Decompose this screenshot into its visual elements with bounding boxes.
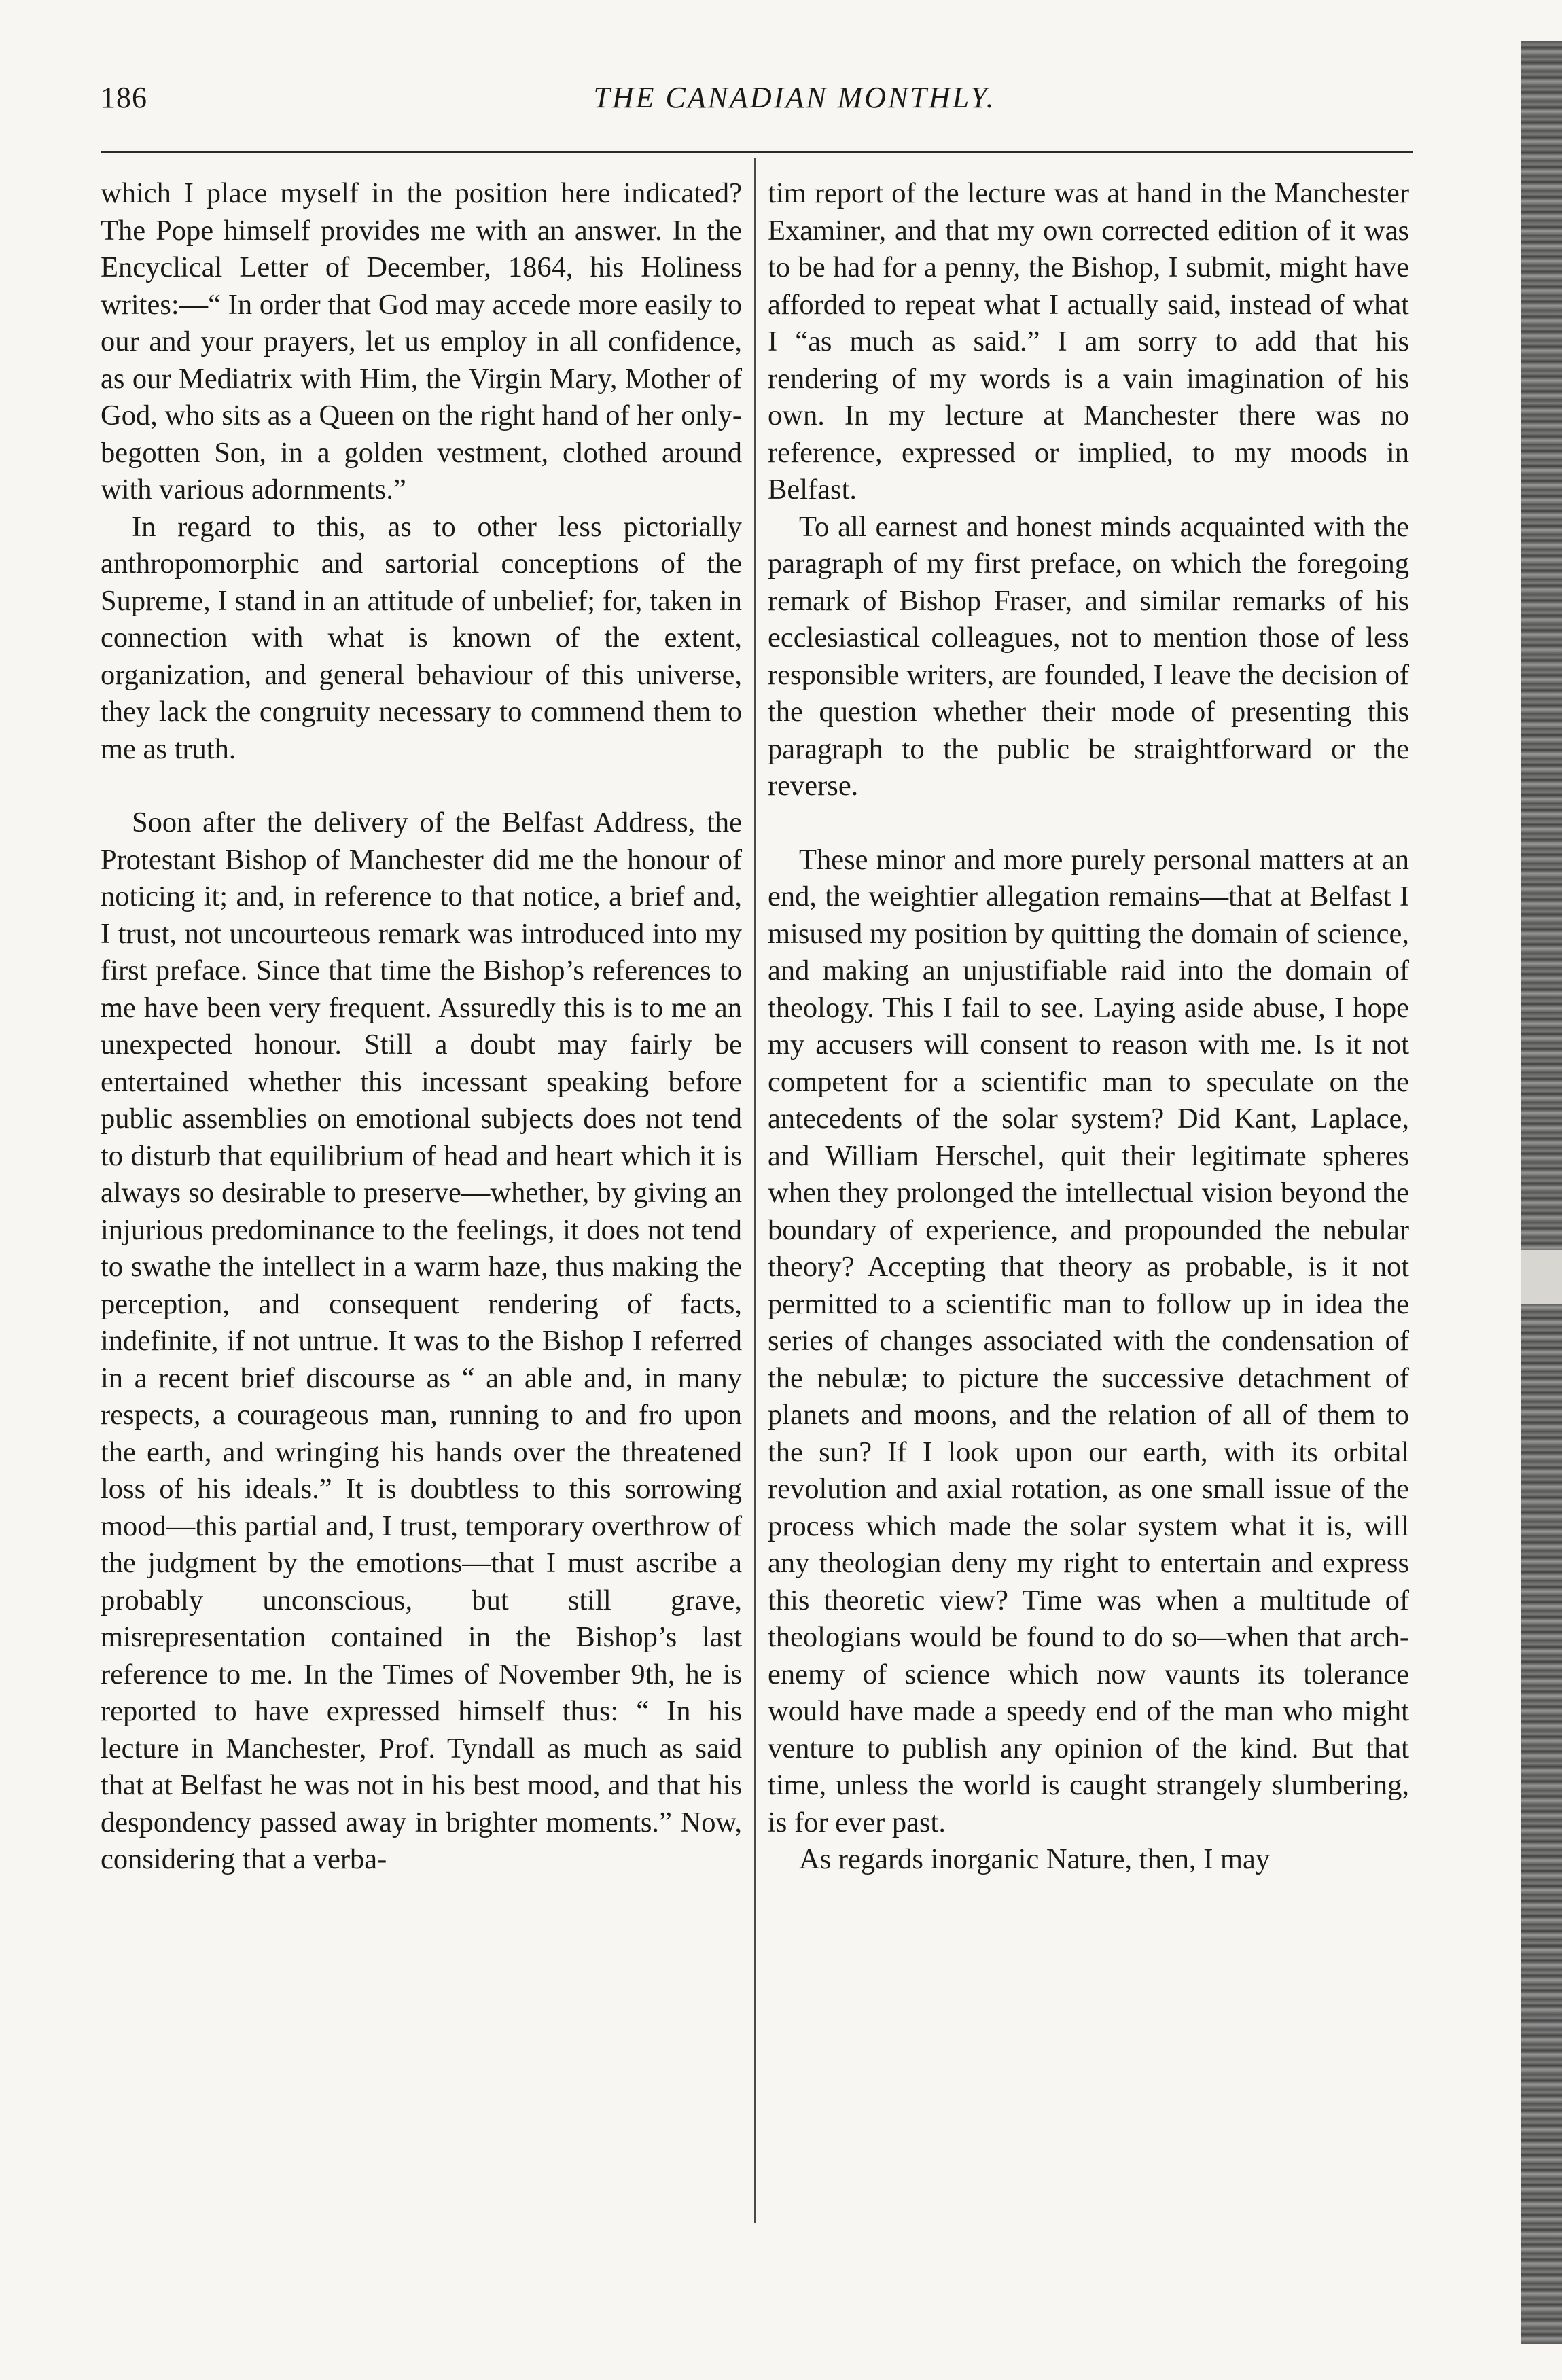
scan-binding-edge [1521, 41, 1562, 2344]
scan-edge-gap [1521, 1250, 1562, 1304]
running-title: THE CANADIAN MONTHLY. [593, 81, 996, 114]
paragraph: Soon after the delivery of the Belfast Address, the Protestant Bishop of Manchester did me the honour of noticing it; and, in reference to that notice, a brief and, I trust, not uncourteous remark was introduced into my first preface. Since that time the Bishop’s references to me have been very frequent. Assuredly this is to me an unexpected honour. Still a doubt may fairly be entertained whether this incessant speaking before public assemblies on emotional subjects does not tend to disturb that equilibrium of head and heart which it is always so desirable to preserve—whether, by giving an injurious predominance to the feelings, it does not tend to swathe the intellect in a warm haze, thus making the perception, and consequent rendering of facts, indefinite, if not untrue. It was to the Bishop I referred in a recent brief discourse as “ an able and, in many respects, a courageous man, running to and fro upon the earth, and wringing his hands over the threatened loss of his ideals.” It is doubtless to this sorrowing mood—this partial and, I trust, temporary overthrow of the judgment by the emotions—that I must ascribe a probably unconscious, but still grave, misrepresentation contained in the Bishop’s last reference to me. In the Times of November 9th, he is reported to have expressed himself thus: “ In his lecture in Manchester, Prof. Tyndall as much as said that at Belfast he was not in his best mood, and that his despondency passed away in brighter moments.” Now, considering that a verba- [101, 806, 742, 1875]
section-break [768, 805, 1409, 842]
paragraph: In regard to this, as to other less pictorially anthropomorphic and sartorial conceptions of the Supreme, I stand in an attitude of unbelief; for, taken in connection with what is known of the extent, organization, and general behaviour of this universe, they lack the congruity necessary to commend them to me as truth. [101, 510, 742, 765]
section-break [101, 768, 742, 804]
paragraph: tim report of the lecture was at hand in the Manchester Examiner, and that my own corrected edition of it was to be had for a penny, the Bishop, I submit, might have afforded to repeat what I actually said, instead of what I “as much as said.” I am sorry to add that his rendering of my words is a vain imagination of his own. In my lecture at Manchester there was no reference, expressed or implied, to my moods in Belfast. [768, 177, 1409, 505]
header-rule [101, 151, 1413, 153]
left-column [101, 175, 742, 1879]
page-number: 186 [101, 81, 147, 114]
paragraph: As regards inorganic Nature, then, I may [799, 1843, 1271, 1875]
paragraph: To all earnest and honest minds acquainted with the paragraph of my first preface, on which the foregoing remark of Bishop Fraser, and similar remarks of his ecclesiastical colleagues, not to mention those of less responsible writers, are founded, I leave the decision of the question whether their mode of presenting this paragraph to the public be straightforward or the reverse. [768, 510, 1409, 802]
column-divider [754, 158, 756, 2223]
paragraph: These minor and more purely personal matters at an end, the weightier allegation remains—that at Belfast I misused my position by quitting the domain of science, and making an unjustifiable raid into the domain of theology. This I fail to see. Laying aside abuse, I hope my accusers will consent to reason with me. Is it not competent for a scientific man to speculate on the antecedents of the solar system? Did Kant, Laplace, and William Herschel, quit their legitimate spheres when they prolonged the intellectual vision beyond the boundary of experience, and propounded the nebular theory? Accepting that theory as probable, is it not permitted to a scientific man to follow up in idea the series of changes associated with the condensation of the nebulæ; to picture the successive detachment of planets and moons, and the relation of all of them to the sun? If I look upon our earth, with its orbital revolution and axial rotation, as one small issue of the process which made the solar system what it is, will any theologian deny my right to entertain and express this theoretic view? Time was when a multitude of theologians would be found to do so—when that arch-enemy of science which now vaunts its tolerance would have made a speedy end of the man who might venture to publish any opinion of the kind. But that time, unless the world is caught strangely slumbering, is for ever past. [768, 843, 1409, 1839]
right-column [768, 175, 1409, 1879]
paragraph: which I place myself in the position here indicated? The Pope himself provides me with an answer. In the Encyclical Letter of December, 1864, his Holiness writes:—“ In order that God may accede more easily to our and your prayers, let us employ in all confidence, as our Mediatrix with Him, the Virgin Mary, Mother of God, who sits as a Queen on the right hand of her only-begotten Son, in a golden vestment, clothed around with various adornments.” [101, 177, 742, 505]
